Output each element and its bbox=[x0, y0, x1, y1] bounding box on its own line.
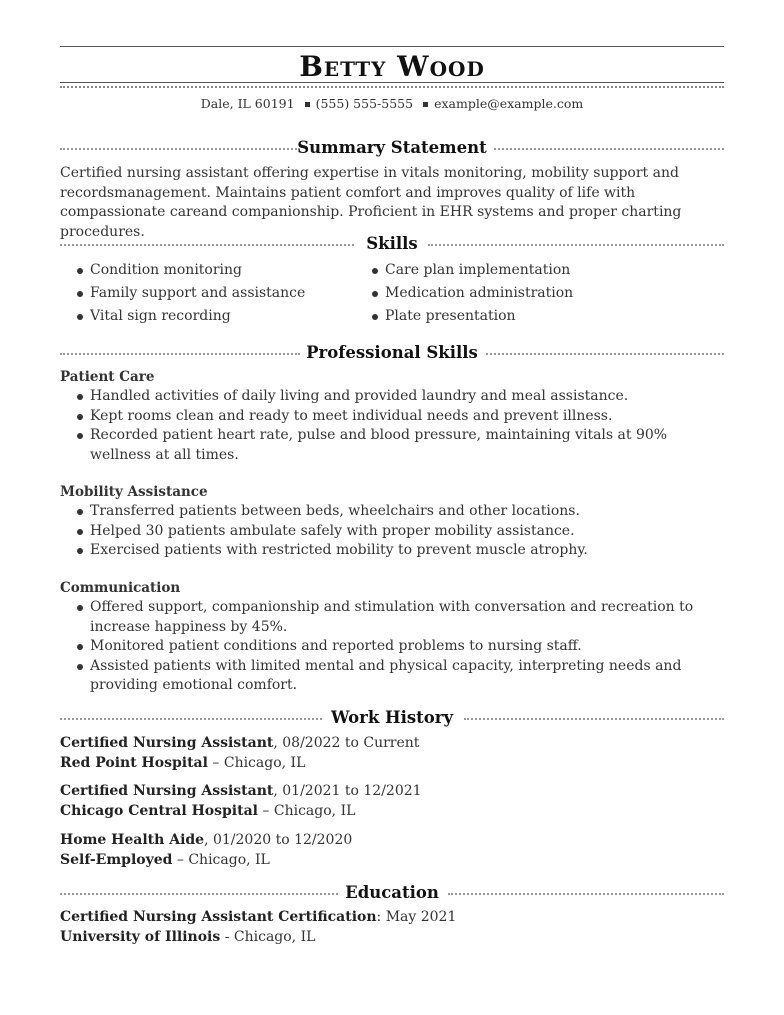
education-entry bbox=[60, 908, 724, 947]
professional-skills-title: Professional Skills bbox=[306, 343, 478, 362]
skill-group-item: Assisted patients with limited mental and physical capacity, interpreting needs and providing emotional comfort. bbox=[60, 657, 724, 696]
contact-email: example@example.com bbox=[434, 96, 584, 111]
skill-group-title: Communication bbox=[60, 580, 181, 596]
skill-group-item: Offered support, companionship and stimulation with conversation and recreation to increase happiness by 45%. bbox=[60, 598, 724, 637]
education-title: Education bbox=[345, 883, 439, 902]
skill-group-item: Recorded patient heart rate, pulse and blood pressure, maintaining vitals at 90% wellness at all times. bbox=[60, 426, 724, 465]
skills-left-column bbox=[60, 259, 360, 328]
skill-group-title: Patient Care bbox=[60, 369, 155, 385]
summary-heading bbox=[60, 137, 724, 159]
heading-dots-right bbox=[428, 244, 724, 246]
job-employer: Red Point Hospital bbox=[60, 754, 208, 771]
job-entry bbox=[60, 782, 724, 821]
skill-group-title: Mobility Assistance bbox=[60, 484, 208, 500]
skill-group-item: Exercised patients with restricted mobility to prevent muscle atrophy. bbox=[60, 541, 724, 561]
skill-group-mobility bbox=[60, 483, 724, 561]
job-dates: , 01/2020 to 12/2020 bbox=[204, 832, 353, 848]
skills-heading bbox=[60, 233, 724, 255]
contact-phone: (555) 555-5555 bbox=[315, 96, 414, 111]
job-role: Home Health Aide bbox=[60, 832, 205, 848]
skill-group-item: Monitored patient conditions and reported problems to nursing staff. bbox=[60, 637, 724, 657]
heading-dots-right bbox=[486, 353, 724, 355]
education-school: University of Illinois bbox=[60, 928, 221, 945]
education-credential: Certified Nursing Assistant Certification bbox=[60, 909, 377, 925]
skill-group-item: Handled activities of daily living and provided laundry and meal assistance. bbox=[60, 387, 724, 407]
job-entry bbox=[60, 734, 724, 773]
job-location: – Chicago, IL bbox=[207, 754, 306, 771]
job-location: – Chicago, IL bbox=[257, 802, 356, 819]
skill-item: Family support and assistance bbox=[60, 282, 360, 305]
skill-group-communication bbox=[60, 579, 724, 696]
skill-group-item: Kept rooms clean and ready to meet individual needs and prevent illness. bbox=[60, 407, 724, 427]
work-history-title: Work History bbox=[330, 708, 454, 727]
job-location: – Chicago, IL bbox=[172, 851, 270, 868]
skills-right-column bbox=[355, 259, 655, 328]
header-top-rule bbox=[60, 46, 724, 47]
contact-line bbox=[60, 96, 724, 112]
job-dates: , 01/2021 to 12/2021 bbox=[273, 783, 422, 799]
job-dates: , 08/2022 to Current bbox=[273, 735, 420, 751]
professional-skills-heading bbox=[60, 342, 724, 364]
skill-item: Care plan implementation bbox=[355, 259, 655, 282]
candidate-name: Betty Wood bbox=[299, 50, 485, 83]
heading-dots-right bbox=[464, 718, 724, 720]
summary-title: Summary Statement bbox=[297, 138, 487, 157]
skill-group-item: Transferred patients between beds, wheelchairs and other locations. bbox=[60, 502, 724, 522]
heading-dots-right bbox=[494, 148, 724, 150]
job-role: Certified Nursing Assistant bbox=[60, 783, 274, 799]
heading-dots-right bbox=[448, 893, 724, 895]
contact-location: Dale, IL 60191 bbox=[200, 96, 295, 111]
job-employer: Self-Employed bbox=[60, 851, 173, 868]
skill-item: Condition monitoring bbox=[60, 259, 360, 282]
separator-square-icon bbox=[305, 102, 310, 107]
skill-item: Plate presentation bbox=[355, 305, 655, 328]
work-history-heading bbox=[60, 707, 724, 729]
education-date: : May 2021 bbox=[376, 909, 457, 925]
job-role: Certified Nursing Assistant bbox=[60, 735, 274, 751]
skills-title: Skills bbox=[366, 234, 418, 253]
header-bottom-rule bbox=[60, 82, 724, 83]
skill-item: Medication administration bbox=[355, 282, 655, 305]
summary-text: Certified nursing assistant offering expertise in vitals monitoring, mobility support and recordsmanagement. Maintains patient comfort and improves quality of life with compassionate careand companionship. Proficient in EHR systems and proper charting procedures. bbox=[60, 165, 682, 240]
job-employer: Chicago Central Hospital bbox=[60, 802, 258, 819]
job-entry bbox=[60, 831, 724, 870]
skill-item: Vital sign recording bbox=[60, 305, 360, 328]
header-dotted-rule bbox=[60, 86, 724, 88]
education-location: - Chicago, IL bbox=[220, 928, 316, 945]
separator-square-icon bbox=[423, 102, 428, 107]
skill-group-patient-care bbox=[60, 368, 724, 465]
skill-group-item: Helped 30 patients ambulate safely with proper mobility assistance. bbox=[60, 522, 724, 542]
education-heading bbox=[60, 882, 724, 904]
